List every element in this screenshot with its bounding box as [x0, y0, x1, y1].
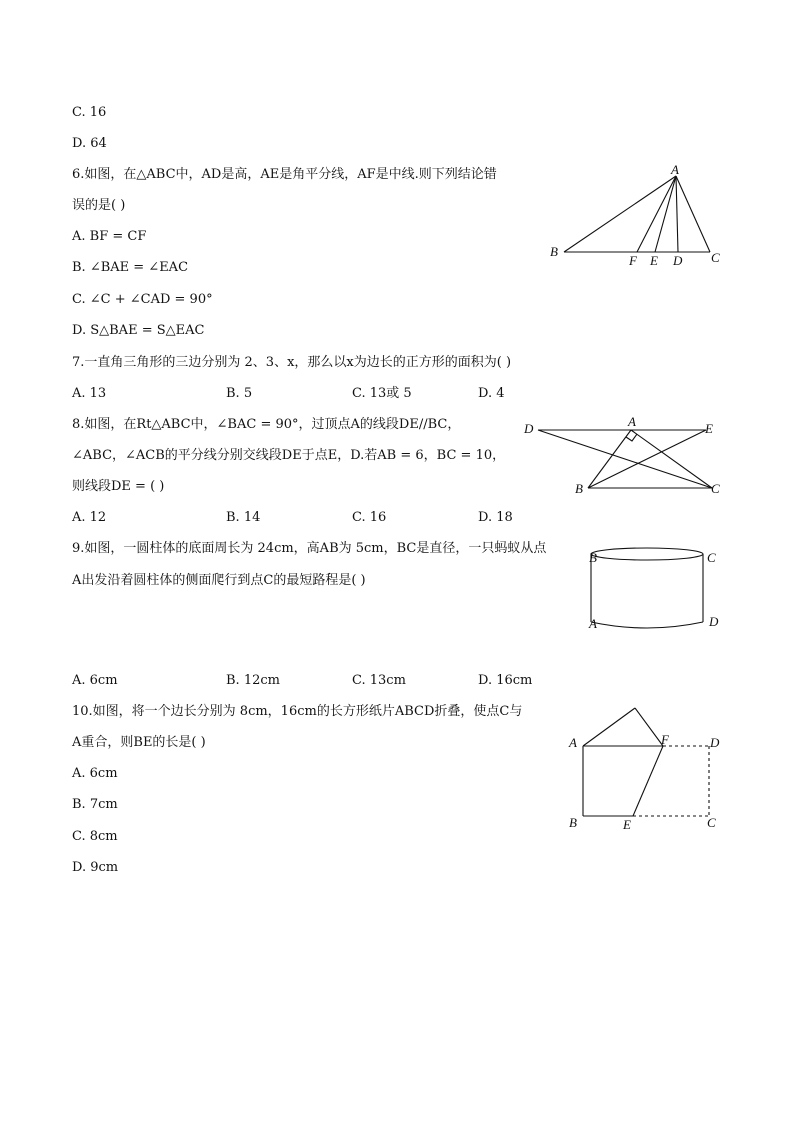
q5-option-c: C. 16 [72, 105, 107, 120]
q8-stem-line1: 8.如图，在Rt△ABC中，∠BAC = 90°，过顶点A的线段DE//BC， [72, 417, 461, 432]
q9-label-d: D [709, 614, 719, 629]
q9-stem-line2: A出发沿着圆柱体的侧面爬行到点C的最短路程是( ) [72, 573, 366, 588]
q6-option-a: A. BF = CF [72, 229, 147, 244]
q7-option-b: B. 5 [226, 386, 253, 401]
q9-option-b: B. 12cm [226, 673, 280, 688]
q6-median-af [637, 176, 676, 252]
q8-figure [520, 412, 730, 502]
q6-label-f: F [629, 253, 637, 268]
q6-stem-line2: 误的是( ) [72, 198, 126, 213]
q10-label-e: E [623, 817, 631, 832]
q6-label-b: B [550, 244, 558, 259]
q9-label-c: C [707, 550, 716, 565]
q7-stem: 7.一直角三角形的三边分别为 2、3、x，那么以x为边长的正方形的面积为( ) [72, 355, 512, 370]
q6-label-a: A [671, 162, 679, 177]
q10-label-a: A [569, 735, 577, 750]
q6-option-b: B. ∠BAE = ∠EAC [72, 260, 189, 275]
q6-label-d: D [673, 253, 683, 268]
q6-label-c: C [711, 250, 720, 265]
q10-label-b: B [569, 815, 577, 830]
q10-flap-edge-1 [583, 708, 635, 746]
q9-cylinder-top [591, 548, 703, 560]
q7-option-c: C. 13或 5 [352, 386, 412, 401]
q9-cylinder-bottom [591, 622, 703, 628]
q8-option-d: D. 18 [478, 510, 513, 525]
q6-side-ab [564, 176, 676, 252]
q10-option-d: D. 9cm [72, 860, 119, 875]
q8-option-b: B. 14 [226, 510, 261, 525]
q9-stem-line1: 9.如图，一圆柱体的底面周长为 24cm，高AB为 5cm，BC是直径，一只蚂蚁从点 [72, 541, 547, 556]
q10-option-a: A. 6cm [72, 766, 118, 781]
q7-option-d: D. 4 [478, 386, 505, 401]
q9-label-a: A [589, 616, 597, 631]
q9-option-a: A. 6cm [72, 673, 118, 688]
q10-flap-edge-2 [635, 708, 663, 746]
q8-label-a: A [628, 414, 636, 429]
q8-bisector-be [588, 430, 706, 488]
q5-option-d: D. 64 [72, 136, 107, 151]
q9-option-d: D. 16cm [478, 673, 533, 688]
q8-label-d: D [524, 421, 534, 436]
q10-folded-rectangle-figure [565, 700, 730, 830]
q8-side-ac [631, 430, 712, 488]
q8-stem-line3: 则线段DE = ( ) [72, 479, 165, 494]
q6-option-c: C. ∠C + ∠CAD = 90° [72, 292, 213, 307]
q6-option-d: D. S△BAE = S△EAC [72, 323, 205, 338]
q6-bisector-ae [655, 176, 676, 252]
q6-triangle-figure [540, 160, 730, 272]
q8-option-a: A. 12 [72, 510, 107, 525]
q6-side-ac [676, 176, 710, 252]
q6-stem-line1: 6.如图，在△ABC中，AD是高，AE是角平分线，AF是中线.则下列结论错 [72, 167, 497, 182]
q8-label-c: C [711, 481, 720, 496]
q10-stem-line1: 10.如图，将一个边长分别为 8cm，16cm的长方形纸片ABCD折叠，使点C与 [72, 704, 523, 719]
q10-label-f: F [661, 732, 669, 747]
q10-label-c: C [707, 815, 716, 830]
q9-option-c: C. 13cm [352, 673, 406, 688]
q10-option-b: B. 7cm [72, 797, 118, 812]
q9-cylinder-figure [585, 540, 725, 635]
q8-option-c: C. 16 [352, 510, 387, 525]
q10-stem-line2: A重合，则BE的长是( ) [72, 735, 206, 750]
q6-label-e: E [650, 253, 658, 268]
q8-stem-line2: ∠ABC，∠ACB的平分线分别交线段DE于点E，D.若AB = 6，BC = 10， [72, 448, 506, 463]
q10-fold-line-ef [633, 746, 663, 816]
q9-label-b: B [589, 550, 597, 565]
q8-label-e: E [705, 421, 713, 436]
q10-option-c: C. 8cm [72, 829, 118, 844]
q7-option-a: A. 13 [72, 386, 107, 401]
q8-label-b: B [575, 481, 583, 496]
q10-label-d: D [710, 735, 720, 750]
q6-altitude-ad [676, 176, 678, 252]
